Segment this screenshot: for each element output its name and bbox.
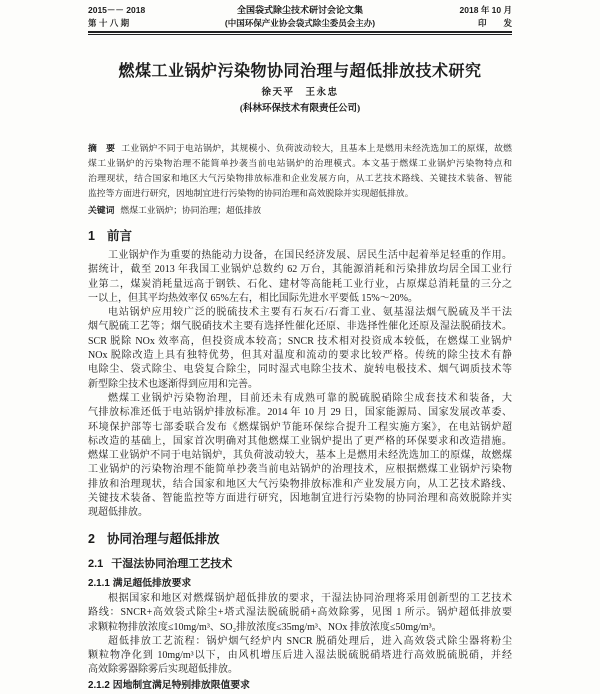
paragraph <box>88 249 512 306</box>
abstract-text: 工业锅炉不同于电站锅炉，其规模小、负荷波动较大，且基本上是燃用未经洗选加工的原煤，故燃 <box>121 143 512 153</box>
header-divider <box>88 31 512 35</box>
header-right <box>460 4 512 30</box>
subsubsection-title: 因地制宜满足特别排放限值要求 <box>112 680 250 691</box>
article-authors: 徐天平 王永忠 <box>261 88 339 98</box>
paragraph <box>88 306 512 392</box>
text-line: 烟气脱硫工艺等；烟气脱硝技术主要有选择性催化还原、非选择性催化还原及湿法脱硝技术。 <box>88 321 512 333</box>
text-line: 燃煤工业锅炉污染物治理，目前还未有成熟可靠的脱硫脱硝除尘成套技术和装备，大 <box>108 392 512 404</box>
section-title: 协同治理与超低排放 <box>106 532 220 546</box>
section-number: 1 <box>88 229 95 243</box>
abstract-line: 煤工业锅炉的污染物治理不能简单抄袭当前电站锅炉的治理模式。本文基于燃煤工业锅炉污染物特点和 <box>88 158 512 168</box>
abstract <box>88 141 512 201</box>
text-line: 环境保护部等七部委联合发布《燃煤锅炉节能环保综合提升工程实施方案》，在电站锅炉超 <box>88 421 512 433</box>
text-line: 据统计，截至 2013 年我国工业锅炉总数约 62 万台，其能源消耗和污染排放均居全国工业行 <box>88 264 512 276</box>
subsection-2-1-1-body <box>88 592 512 678</box>
header-issue: 第 十 八 期 <box>88 18 130 28</box>
header-date: 2018 年 10 月 <box>459 5 512 15</box>
text-line: 气排放标准还低于电站锅炉排放标准。2014 年 10 月 29 日，国家能源局、国家发展改革委、 <box>88 407 512 419</box>
paragraph <box>88 392 512 521</box>
text-line: 电站锅炉应用较广泛的脱硫技术主要有石灰石/石膏工业、氨基湿法烟气脱硫及半干法 <box>108 307 512 319</box>
text-line: 超低排放工艺流程：锅炉烟气经炉内 SNCR 脱硝处理后，进入高效袋式除尘器将粉尘 <box>108 635 512 647</box>
text-line: 关键技术装备、智能监控等方面进行研究，因地制宜进行污染物的协同治理和高效脱除并实 <box>88 493 512 505</box>
keywords <box>88 204 512 217</box>
text-line: 工业锅炉的污染物治理不能简单抄袭当前电站锅炉的治理技术，应根据燃煤工业锅炉污染物 <box>88 464 512 476</box>
text-line: 一以上，但其平均热效率仅 65%左右，相比国际先进水平要低 15%～20%。 <box>88 292 418 304</box>
section-number: 2 <box>88 532 95 546</box>
subsubsection-heading-2-1-1 <box>88 577 191 590</box>
keywords-label: 关键词 <box>88 205 115 215</box>
subsubsection-title: 满足超低排放要求 <box>112 578 192 589</box>
section-title: 前言 <box>106 229 132 243</box>
text-line: 高效除雾器除雾后实现超低排放。 <box>88 664 238 676</box>
paragraph <box>88 635 512 678</box>
subsubsection-number: 2.1.1 <box>88 578 110 589</box>
paragraph <box>88 592 512 635</box>
subsection-heading-2-1 <box>88 557 232 571</box>
header-note: 印 发 <box>477 18 512 28</box>
subsection-title: 干湿法协同治理工艺技术 <box>111 558 233 570</box>
text-line: NOx 脱除改造上具有独特优势，但其对温度和流动的要求比较严格。传统的除尘技术有静 <box>88 350 512 362</box>
section-heading-1 <box>88 228 132 244</box>
text-line: 业第二，煤炭消耗量远高于钢铁、石化、建材等高能耗工业行业，占原煤总消耗量的三分之 <box>88 278 512 290</box>
text-line: 排放和治理现状，结合国家和地区大气污染物排放标准和产业发展方向，从工艺技术路线、 <box>88 478 512 490</box>
section-heading-2 <box>88 531 219 547</box>
text-line: 燃煤工业锅炉不同于电站锅炉，其负荷波动较大，基本上是燃用未经洗选加工的原煤，故燃煤 <box>88 450 512 462</box>
abstract-label: 摘 要 <box>88 143 116 153</box>
text-line: 求颗粒物排放浓度≤10mg/m³、SO₂排放浓度≤35mg/m³、NOx 排放浓度≤50mg/m³。 <box>88 621 442 633</box>
abstract-line: 监控等方面进行研究，因地制宜进行污染物的协同治理和高效脱除并实现超低排放。 <box>88 188 414 198</box>
abstract-line: 治理现状，结合国家和地区大气污染物排放标准和企业发展方向，从工艺技术路线、关键技术装备、智能 <box>88 173 512 183</box>
section-1-body <box>88 249 512 521</box>
subsection-number: 2.1 <box>88 558 104 570</box>
text-line: 工业锅炉作为重要的热能动力设备，在国民经济发展、居民生活中起着举足轻重的作用。 <box>108 250 512 261</box>
subsubsection-number: 2.1.2 <box>88 680 110 691</box>
text-line: 电除尘、袋式除尘、电袋复合除尘，同时湿式电除尘技术、旋转电极技术、烟气调质技术等 <box>88 364 512 376</box>
abstract-line <box>88 141 512 156</box>
header-left <box>88 4 145 30</box>
text-line: 根据国家和地区对燃煤锅炉超低排放的要求，干湿法协同治理将采用创新型的工艺技术 <box>108 593 512 604</box>
article-title: 燃煤工业锅炉污染物协同治理与超低排放技术研究 <box>118 63 482 80</box>
header-center <box>150 4 450 30</box>
text-line: 路线：SNCR+高效袋式除尘+塔式湿法脱硫脱硝+高效除雾，见图 1 所示。锅炉超低排放要 <box>88 607 512 619</box>
article-affiliation: (科林环保技术有限责任公司) <box>239 104 361 114</box>
proceedings-title: 全国袋式除尘技术研讨会论文集 <box>236 5 363 15</box>
keywords-text: 燃煤工业锅炉；协同治理；超低排放 <box>120 205 262 215</box>
text-line: 标改造的基础上，国家首次明确对其他燃煤工业锅炉提出了更严格的环保要求和改造措施。 <box>88 435 512 447</box>
text-line: SCR 脱除 NOx 效率高，但投资成本较高；SNCR 技术相对投资成本较低，在燃煤工业锅炉 <box>88 335 512 347</box>
text-line: 颗粒物净化到 10mg/m³以下，由风机增压后进入湿法脱硫脱硝塔进行高效脱硫脱硝，并经 <box>88 650 512 662</box>
subsubsection-heading-2-1-2 <box>88 679 250 692</box>
text-line: 现超低排放。 <box>88 507 148 519</box>
proceedings-organizer: (中国环保产业协会袋式除尘委员会主办) <box>224 18 376 28</box>
header-years: 2015－－ 2018 <box>88 5 146 15</box>
text-line: 新型除尘技术也逐渐得到应用和完善。 <box>88 378 258 390</box>
